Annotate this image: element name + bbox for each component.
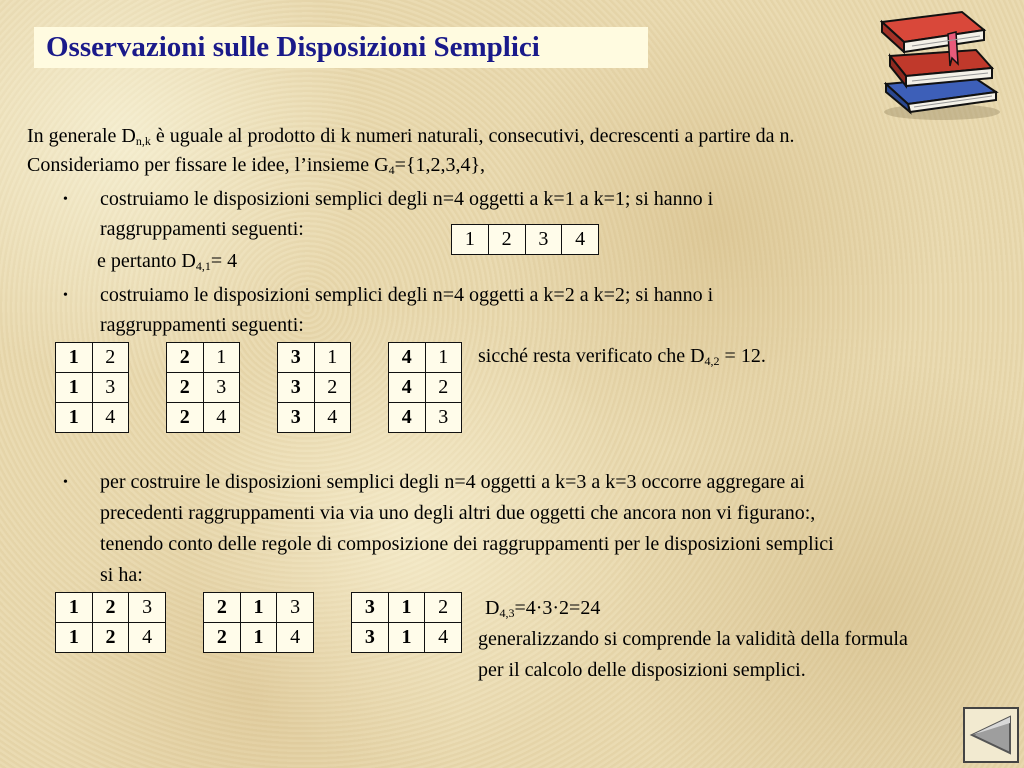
table-cell: 1 xyxy=(56,403,93,433)
table-cell: 1 xyxy=(203,343,240,373)
table-cell: 2 xyxy=(92,593,129,623)
back-button[interactable] xyxy=(963,707,1019,763)
table-cell: 1 xyxy=(452,225,489,255)
table-k3-group-2 xyxy=(203,592,314,653)
table-row xyxy=(167,403,240,433)
table-k2-group-1 xyxy=(55,342,129,433)
table-row xyxy=(278,343,351,373)
table-row xyxy=(389,403,462,433)
table-cell: 4 xyxy=(129,623,166,653)
bullet-3-marker: • xyxy=(63,475,68,490)
table-cell: 1 xyxy=(56,373,93,403)
table-row xyxy=(167,343,240,373)
table-row xyxy=(167,373,240,403)
table-cell: 2 xyxy=(167,373,204,403)
bullet-2-result: sicché resta verificato che $D_{4,2} = 12$. xyxy=(478,345,766,368)
table-cell: 4 xyxy=(389,403,426,433)
table-cell: 2 xyxy=(204,593,241,623)
bullet-3-line-1: per costruire le disposizioni semplici degli n=4 oggetti a k=3 a k=3 occorre aggregare ai xyxy=(100,471,805,493)
table-cell: 3 xyxy=(278,343,315,373)
table-cell: 3 xyxy=(352,593,389,623)
table-cell: 2 xyxy=(167,403,204,433)
table-cell: 2 xyxy=(167,343,204,373)
table-cell: 2 xyxy=(92,343,129,373)
table-k2-group-3 xyxy=(277,342,351,433)
table-cell: 4 xyxy=(389,373,426,403)
table-cell: 1 xyxy=(388,593,425,623)
table-k2-group-4 xyxy=(388,342,462,433)
table-row xyxy=(452,225,599,255)
table-row xyxy=(389,373,462,403)
intro-line-2: Consideriamo per fissare le idee, l’insieme $G_4=\{1,2,3,4\}$, xyxy=(27,154,486,177)
table-row xyxy=(56,343,129,373)
table-cell: 4 xyxy=(203,403,240,433)
table-cell: 4 xyxy=(425,623,462,653)
slide-title: Osservazioni sulle Disposizioni Semplici xyxy=(34,27,648,68)
table-cell: 4 xyxy=(92,403,129,433)
table-cell: 1 xyxy=(314,343,351,373)
table-row xyxy=(278,403,351,433)
table-row xyxy=(56,403,129,433)
table-cell: 2 xyxy=(92,623,129,653)
table-row xyxy=(204,593,314,623)
table-cell: 3 xyxy=(278,373,315,403)
bullet-2-marker: • xyxy=(63,288,68,303)
conclusion-line-2: per il calcolo delle disposizioni semplici. xyxy=(478,659,806,681)
table-row xyxy=(56,593,166,623)
table-cell: 2 xyxy=(425,373,462,403)
table-cell: 4 xyxy=(389,343,426,373)
bullet-1-result: e pertanto $D_{4,1}= 4$ xyxy=(97,250,238,273)
intro-line-1: In generale $D_{n,k}$ è uguale al prodotto di k numeri naturali, consecutivi, decrescenti a partire da n. xyxy=(27,125,795,148)
bullet-3-line-3: tenendo conto delle regole di composizione dei raggruppamenti per le disposizioni semplici xyxy=(100,533,834,555)
table-cell: 2 xyxy=(314,373,351,403)
table-row xyxy=(389,343,462,373)
table-cell: 1 xyxy=(56,593,93,623)
bullet-2-line-2: raggruppamenti seguenti: xyxy=(100,314,304,336)
table-cell: 1 xyxy=(56,623,93,653)
table-cell: 3 xyxy=(129,593,166,623)
table-cell: 1 xyxy=(240,593,277,623)
bullet-3-line-2: precedenti raggruppamenti via via uno degli altri due oggetti che ancora non vi figurano:, xyxy=(100,502,816,524)
table-cell: 3 xyxy=(352,623,389,653)
books-icon xyxy=(872,4,1004,122)
table-k3-group-1 xyxy=(55,592,166,653)
table-row xyxy=(204,623,314,653)
table-cell: 2 xyxy=(488,225,525,255)
table-k1 xyxy=(451,224,599,255)
table-cell: 1 xyxy=(240,623,277,653)
table-cell: 4 xyxy=(277,623,314,653)
table-cell: 4 xyxy=(562,225,599,255)
table-cell: 1 xyxy=(56,343,93,373)
table-cell: 3 xyxy=(278,403,315,433)
table-k3-group-3 xyxy=(351,592,462,653)
table-row xyxy=(278,373,351,403)
back-arrow-icon xyxy=(965,709,1017,761)
table-cell: 4 xyxy=(314,403,351,433)
table-row xyxy=(352,623,462,653)
table-cell: 1 xyxy=(425,343,462,373)
bullet-3-line-4: si ha: xyxy=(100,564,143,586)
table-cell: 3 xyxy=(525,225,562,255)
table-row xyxy=(56,373,129,403)
table-cell: 1 xyxy=(388,623,425,653)
bullet-1-marker: • xyxy=(63,192,68,207)
bullet-2-line-1: costruiamo le disposizioni semplici degli n=4 oggetti a k=2 a k=2; si hanno i xyxy=(100,284,714,306)
table-cell: 3 xyxy=(425,403,462,433)
table-cell: 2 xyxy=(204,623,241,653)
table-cell: 3 xyxy=(203,373,240,403)
bullet-1-line-1: costruiamo le disposizioni semplici degli n=4 oggetti a k=1 a k=1; si hanno i xyxy=(100,188,714,210)
bullet-1-line-2: raggruppamenti seguenti: xyxy=(100,218,304,240)
table-cell: 3 xyxy=(92,373,129,403)
table-k2-group-2 xyxy=(166,342,240,433)
table-row xyxy=(56,623,166,653)
table-row xyxy=(352,593,462,623)
bullet-3-result: $D_{4,3}=4\cdot 3\cdot 2=24$ xyxy=(485,597,601,620)
table-cell: 2 xyxy=(425,593,462,623)
table-cell: 3 xyxy=(277,593,314,623)
conclusion-line-1: generalizzando si comprende la validità della formula xyxy=(478,628,908,650)
